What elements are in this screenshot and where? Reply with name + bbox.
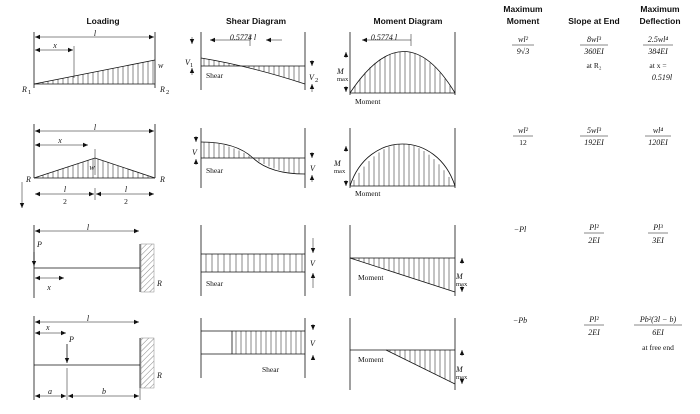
row1-r2-label: R (160, 85, 165, 94)
row1-shear-label: Shear (206, 71, 224, 80)
row2-moment-label: Moment (355, 189, 381, 198)
row3-length-label: l (86, 223, 90, 232)
row2-max-moment (513, 126, 533, 147)
row2-slope (580, 126, 608, 147)
row1-w-label: w (158, 61, 164, 70)
row3-r-label: R (157, 279, 162, 288)
svg-text:2: 2 (124, 197, 128, 206)
row2-shear-label: Shear (206, 166, 224, 175)
row1-r1-label: R (22, 85, 27, 94)
svg-text:2: 2 (166, 89, 170, 96)
row4-r-label: R (157, 371, 162, 380)
row2-loading (22, 123, 165, 208)
row2-half-left-num: l (63, 185, 67, 194)
row1-shear (185, 32, 318, 92)
row1-slope (580, 35, 608, 70)
svg-text:1: 1 (190, 62, 194, 69)
svg-text:−Pl: −Pl (513, 225, 527, 234)
row1-moment-label: Moment (355, 97, 381, 106)
row2-mmax-label: M (334, 159, 341, 168)
row4-shear-label: Shear (262, 365, 280, 374)
svg-text:wl⁴: wl⁴ (652, 126, 664, 135)
row4-x-label: x (46, 323, 50, 332)
row3-deflection (648, 223, 668, 245)
svg-text:Pb²(3l − b): Pb²(3l − b) (639, 315, 677, 324)
svg-text:2EI: 2EI (588, 328, 600, 337)
svg-text:120EI: 120EI (648, 138, 668, 147)
row3-moment-label: Moment (358, 273, 384, 282)
row3-fixed-wall (141, 244, 154, 292)
row3-p-label: P (37, 240, 42, 249)
row4-a-label: a (48, 387, 52, 396)
svg-text:max: max (456, 281, 468, 288)
row1-x-label: x (53, 41, 57, 50)
row4-slope (584, 315, 604, 337)
row4-v-label: V (310, 339, 315, 348)
svg-text:−Pb: −Pb (512, 316, 528, 325)
svg-text:max: max (337, 76, 349, 83)
svg-text:2: 2 (63, 197, 67, 206)
row3-slope (584, 223, 604, 245)
svg-text:Pl³: Pl³ (653, 223, 663, 232)
svg-text:max: max (334, 168, 346, 175)
svg-text:wl²: wl² (518, 126, 528, 135)
svg-text:at free end: at free end (642, 343, 674, 352)
row2-v-left-label: V (192, 148, 197, 157)
row4-mmax-label: M (456, 365, 463, 374)
row1-deflection (643, 35, 673, 82)
row1-shear-dist: 0.5774 l (229, 33, 257, 42)
row3-shear (201, 225, 316, 296)
row2-deflection (645, 126, 671, 147)
row1-moment (336, 32, 455, 106)
row4-length-label: l (86, 314, 90, 323)
row4-b-label: b (102, 387, 106, 396)
row4-moment-label: Moment (358, 355, 384, 364)
row4-max-moment (513, 316, 527, 325)
svg-text:1: 1 (28, 89, 32, 96)
row3-mmax-label: M (456, 272, 463, 281)
header-max-moment-1: Maximum (503, 4, 543, 14)
header-max-deflection-2: Deflection (639, 16, 681, 26)
row1-v1-label: V (185, 58, 190, 67)
row4-deflection (634, 315, 682, 352)
svg-text:8wl³: 8wl³ (587, 35, 601, 44)
header-max-moment-2: Moment (506, 16, 540, 26)
row3-max-moment (514, 225, 527, 234)
row2-shear (192, 128, 316, 188)
svg-text:at x =: at x = (649, 61, 667, 70)
row2-v-right-label: V (310, 164, 315, 173)
row4-loading (34, 314, 162, 400)
svg-text:at R₂: at R₂ (586, 61, 602, 70)
row1-length-label: l (93, 29, 97, 38)
row2-length-label: l (93, 123, 97, 132)
svg-text:192EI: 192EI (584, 138, 604, 147)
row1-loading (21, 29, 169, 96)
svg-text:2.5wl⁴: 2.5wl⁴ (647, 35, 669, 44)
header-shear-diagram: Shear Diagram (226, 16, 286, 26)
svg-text:12: 12 (519, 138, 527, 147)
row2-r-left-label: R (26, 175, 31, 184)
header-loading: Loading (86, 16, 120, 26)
row1-max-moment (512, 35, 534, 56)
svg-text:360EI: 360EI (584, 47, 604, 56)
row3-shear-label: Shear (206, 279, 224, 288)
svg-text:384EI: 384EI (648, 47, 668, 56)
svg-text:6EI: 6EI (652, 328, 664, 337)
row3-loading (34, 223, 162, 298)
header-slope-at-end: Slope at End (568, 16, 620, 26)
header-moment-diagram: Moment Diagram (373, 16, 443, 26)
row4-shear (201, 318, 316, 378)
row2-x-label: x (58, 136, 62, 145)
svg-text:3EI: 3EI (652, 236, 664, 245)
row3-v-label: V (310, 259, 315, 268)
row3-moment (350, 225, 468, 296)
header-max-deflection-1: Maximum (640, 4, 680, 14)
row4-p-label: P (69, 335, 74, 344)
svg-text:0.519l: 0.519l (651, 73, 673, 82)
row1-mmax-label: M (337, 67, 344, 76)
svg-text:Pl²: Pl² (589, 223, 599, 232)
row2-half-right-num: l (124, 185, 128, 194)
row2-r-right-label: R (160, 175, 165, 184)
svg-text:5wl³: 5wl³ (587, 126, 601, 135)
svg-text:max: max (456, 374, 468, 381)
row1-v2-label: V (309, 73, 314, 82)
row2-moment (333, 128, 455, 198)
svg-text:2: 2 (315, 77, 319, 84)
row4-moment (350, 318, 468, 390)
row2-w-label: w (89, 163, 95, 172)
svg-text:2EI: 2EI (588, 236, 600, 245)
row1-moment-dist: 0.5774 l (370, 33, 398, 42)
row3-x-label: x (47, 283, 51, 292)
svg-text:9√3: 9√3 (516, 47, 530, 56)
svg-text:Pl²: Pl² (589, 315, 599, 324)
svg-text:wl²: wl² (518, 35, 528, 44)
row4-fixed-wall (141, 338, 154, 388)
